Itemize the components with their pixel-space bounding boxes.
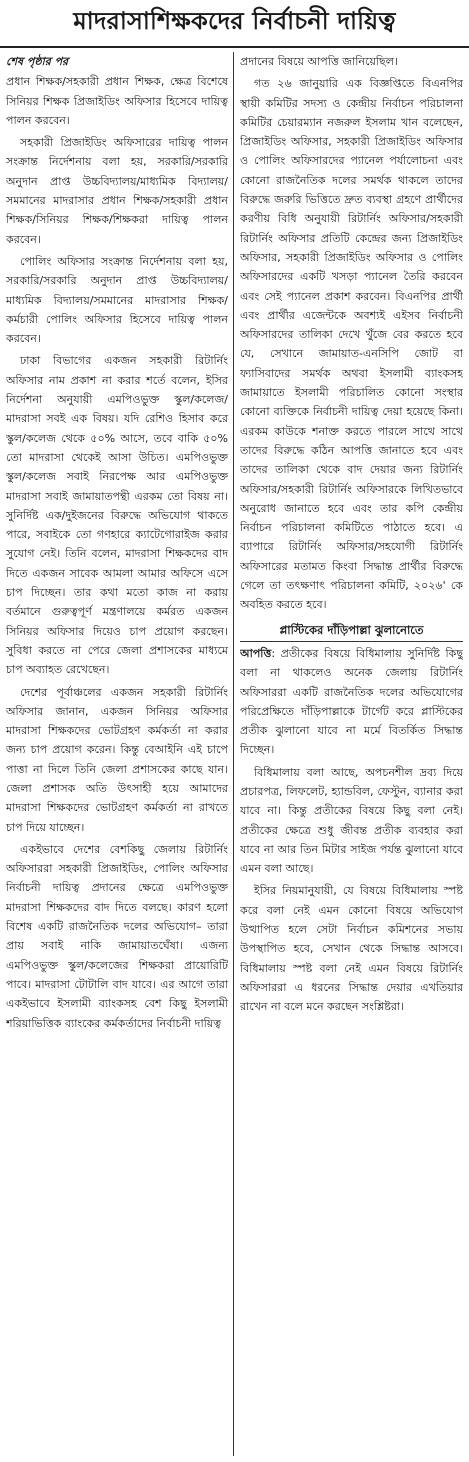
paragraph: পোলিং অফিসার সংক্রান্ত নির্দেশনায় বলা হয়, সরকারি/সরকারি অনুদান প্রাপ্ত উচ্চবিদ্যালয়/মাধ্যমিক বিদ্যালয়/সমমানের মাদরাসার শিক্ষক/কর্মচারী পোলিং অফিসার হিসেবে দায়িত্ব পালন করবেন। (6, 254, 228, 346)
left-column (6, 52, 234, 1456)
paragraph: ইসির নিয়মানুযায়ী, যে বিষয়ে বিধিমালায় স্পষ্ট করে বলা নেই এমন কোনো বিষয়ে অভিযোগ উত্থাপিত হলে সেটা নির্বাচন কমিশনের সভায় উপস্থাপিত হবে, সেখান থেকে সিদ্ধান্ত আসবে। বিধিমালায় স্পষ্ট বলা নেই এমন বিষয়ে রিটার্নিং অফিসাররা এ ধরনের সিদ্ধান্ত দেয়ার এখতিয়ার রাখেন না বলে মনে করছেন সংশ্লিষ্টরা। (240, 884, 463, 1014)
paragraph (240, 644, 463, 760)
subheading: প্লাস্টিকের দাঁড়িপাল্লা ঝুলানোতে (240, 621, 463, 642)
paragraph: সহকারী প্রিজাইডিং অফিসারের দায়িত্ব পালন সংক্রান্ত নির্দেশনায় বলা হয়, সরকারি/সরকারি অনুদান প্রাপ্ত উচ্চবিদ্যালয়/মাধ্যমিক বিদ্যালয়/সমমানের মাদরাসার প্রধান শিক্ষক/সহকারী প্রধান শিক্ষক/সিনিয়র শিক্ষক/শিক্ষকরা দায়িত্ব পালন করবেন। (6, 136, 228, 246)
page-title: মাদরাসাশিক্ষকদের নির্বাচনী দায়িত্ব (0, 0, 469, 48)
paragraph: দেশের পূর্বাঞ্চলের একজন সহকারী রিটার্নিং অফিসার জানান, একজন সিনিয়র অফিসার মাদরাসা শিক্ষকদের ভোটগ্রহণ কর্মকর্তা না করার জন্য চাপ প্রয়োগ করেন। কিন্তু বেআইনি এই চাপে পাত্তা না দিলে তিনি জেলা প্রশাসকের কাছে যান। জেলা প্রশাসক অতি উৎসাহী হয়ে আমাদের মাদরাসা শিক্ষকদের ভোটগ্রহণ কর্মকর্তা না রাখতে চাপ দিয়ে যাচ্ছেন। (6, 685, 228, 834)
continued-from-label: শেষ পৃষ্ঠার পর (6, 55, 69, 68)
right-column (240, 52, 463, 1456)
article-body (6, 52, 463, 1456)
paragraph: গত ২৬ জানুয়ারি এক বিজ্ঞপ্তিতে বিএনপির স্থায়ী কমিটির সদস্য ও কেন্দ্রীয় নির্বাচন পরিচালনা কমিটির চেয়ারম্যান নজরুল ইসলাম খান বলেছেন, প্রিজাইডিং অফিসার, সহকারী প্রিজাইডিং অফিসার ও পোলিং অফিসারদের প্যানেল পর্যালোচনা এবং কোনো রাজনৈতিক দলের সমর্থক থাকলে তাদের বিরুদ্ধে জরুরি ভিত্তিতে দ্রুত ব্যবস্থা গ্রহণে প্রার্থীদের করণীয় বিধি অনুযায়ী রিটার্নিং অফিসার/সহকারী রিটার্নিং অফিসার প্রতিটি কেন্দ্রের জন্য প্রিজাইডিং অফিসার, সহকারী প্রিজাইডিং অফিসার ও পোলিং অফিসারদের একটি খসড়া প্যানেল তৈরি করবেন এবং সেই প্যানেল প্রকাশ করবেন। বিএনপির প্রার্থী এবং প্রার্থীর এজেন্টকে অবশ্যই এইসব নির্বাচনী অফিসারদের তালিকা দেখে খুঁজে বের করতে হবে যে, সেখানে জামায়াত-এনসিপি জোট বা ফ্যাসিবাদের সমর্থক অথবা ইসলামী ব্যাংকসহ জামায়াতে ইসলামী পরিচালিত কোনো সংস্থার কোনো ব্যক্তিকে নির্বাচনী দায়িত্ব দেয়া হয়েছে কিনা। এরকম কাউকে শনাক্ত করতে পারলে সাথে সাথে তাদের বিরুদ্ধে কঠিন আপত্তি জানাতে হবে এবং তাদের তালিকা থেকে বাদ দেয়ার জন্য রিটার্নিং অফিসার/সহকারী রিটার্নিং অফিসারকে লিখিতভাবে অনুরোধ জানাতে হবে এবং তার কপি কেন্দ্রীয় নির্বাচন পরিচালনা কমিটিতে পাঠাতে হবে। এ ব্যাপারে রিটার্নিং অফিসার/সহযোগী রিটার্নিং অফিসারের মতামত কিংবা সিদ্ধান্ত প্রার্থীর বিরুদ্ধে গেলে তা তৎক্ষণাৎ পরিচালনা কমিটি, ২০২৬' কে অবহিত করতে হবে। (240, 77, 463, 612)
lead-text: : প্রতীকের বিষয়ে বিধিমালায় সুনির্দিষ্ট কিছু বলা না থাকলেও অনেক জেলায় রিটার্নিং অফিসাররা একটি রাজনৈতিক দলের অভিযোগের পরিপ্রেক্ষিতে দাঁড়িপাল্লাকে টার্গেট করে প্লাস্টিকের প্রতীক ঝুলানো যাবে না মর্মে বিতর্কিত সিদ্ধান্ত দিচ্ছেন। (240, 646, 463, 757)
paragraph: একইভাবে দেশের বেশকিছু জেলায় রিটার্নিং অফিসাররা সহকারী প্রিজাইডিং, পোলিং অফিসার নির্বাচনী দায়িত্ব প্রদানের ক্ষেত্রে এমপিওভুক্ত মাদরাসা শিক্ষকদের বাদ দিতে বলছে। কারণ হলো বিশেষ একটি রাজনৈতিক দলের অভিযোগ– তারা প্রায় সবাই নাকি জামায়াতঘেঁষা। এজন্য এমপিওভুক্ত স্কুল/কলেজের শিক্ষকরা প্রায়োরিটি পাবে। মাদরাসা টোটালি বাদ যাবে। এর আগে তারা একইভাবে ইসলামী ব্যাংকসহ বেশ কিছু ইসলামী শরিয়াভিত্তিক ব্যাংকের কর্মকর্তাদের নির্বাচনী দায়িত্ব (6, 842, 228, 1030)
paragraph: প্রদানের বিষয়ে আপত্তি জানিয়েছিল। (240, 55, 398, 68)
paragraph: বিধিমালায় বলা আছে, অপচনশীল দ্রব্য দিয়ে প্রচারপত্র, লিফলেট, হ্যান্ডবিল, ফেস্টুন, ব্যানার করা যাবে না। কিন্তু প্রতীকের বিষয়ে কিছু বলা নেই। প্রতীকের ক্ষেত্রে শুধু জীবন্ত প্রতীক ব্যবহার করা যাবে না আর তিন মিটার সাইজ পর্যন্ত ঝুলানো যাবে এমন বলা আছে। (240, 765, 463, 876)
paragraph: ঢাকা বিভাগের একজন সহকারী রিটার্নিং অফিসার নাম প্রকাশ না করার শর্তে বলেন, ইসির নির্দেশনা অনুযায়ী এমপিওভুক্ত স্কুল/কলেজ/মাদরাসা সবই এক বিষয়। যদি রেশিও হিসাব করে স্কুল/কলেজ থেকে ৫০% আসে, তবে বাকি ৫০% তো মাদরাসা থেকেই আসা উচিত। এমপিওভুক্ত স্কুল/কলেজ সবাই নিরপেক্ষ আর এমপিওভুক্ত মাদরাসা সবাই জামায়াতপন্থী এরকম তো বিষয় না। সুনির্দিষ্ট এক/দুইজনের বিরুদ্ধে অভিযোগ থাকতে পারে, সবাইকে তো গণহারে ক্যাটেগোরাইজ করার সুযোগ নেই। তিনি বলেন, মাদরাসা শিক্ষকদের বাদ দিতে একজন সাবেক আমলা আমার অফিসে এসে চাপ দিচ্ছেন। তার কথা মতো কাজ না করায় বর্তমানে গুরুত্বপূর্ণ মন্ত্রণালয়ে কর্মরত একজন সিনিয়র অফিসার দিয়েও চাপ প্রয়োগ করছেন। সুবিধা করতে না পেরে জেলা প্রশাসকের মাধ্যমে চাপ অব্যাহত রেখেছেন। (6, 354, 228, 677)
lead-label: আপত্তি (240, 646, 272, 660)
paragraph: প্রধান শিক্ষক/সহকারী প্রধান শিক্ষক, ক্ষেত্র বিশেষে সিনিয়র শিক্ষক প্রিজাইডিং অফিসার হিসেবে দায়িত্ব পালন করবেন। (6, 75, 228, 127)
